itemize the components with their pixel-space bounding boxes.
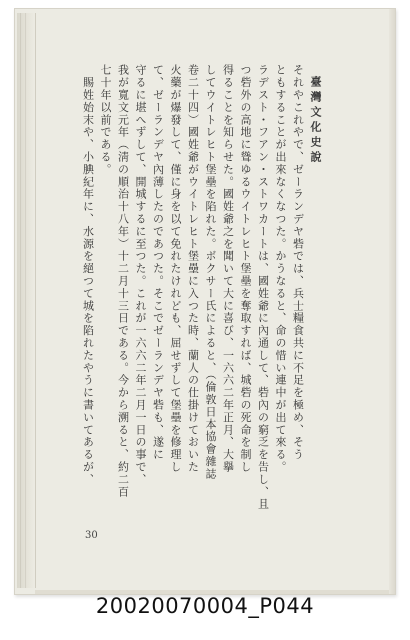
text-column: 卷二十四）國姓爺がウイトレヒト堡壘に入つた時、蘭人の仕掛けておいた	[186, 64, 200, 474]
page-number: 30	[85, 530, 98, 541]
text-column: 七十年以前である。	[99, 64, 112, 176]
text-column: ともすることが出來なくなつた。かうなると、命の惜い連中が出て來る。	[274, 64, 287, 474]
text-column: 我が寬文元年（淸の順治十八年）十二月十三日である。今から溯ると、約二百	[116, 64, 130, 498]
text-column: て、ゼーランデヤ內薄したのであつた。そこでゼーランデヤ砦も、遂に	[151, 64, 165, 461]
text-column: してウイトレヒト堡壘を陷れた。ボクサー氏によると、（倫敦日本協會雜誌	[204, 64, 217, 481]
text-column: 守るに堪へずして、開城するに至つた。これが一六六二年二月一日の事で、	[134, 64, 147, 486]
text-column: 得ることを知らせた。國姓爺之を聞いて大に喜び、一六六二年正月、大擧	[221, 64, 235, 474]
text-column: 火藥が爆發して、僅に身を以て免れたけれども、屈せずして堡壘を修理し	[169, 64, 182, 474]
page-stack-edge	[17, 13, 36, 588]
text-column: 賜姓始末や、小腆紀年に、水源を絕つて城を陷れたやうに書いてあるが、	[81, 64, 95, 486]
text-column: それやこれやで、ゼーランデヤ砦では、兵士糧食共に不足を極め、そう	[291, 64, 305, 461]
image-caption: 20020070004_P044	[95, 594, 315, 618]
book-page	[14, 8, 396, 595]
text-column: つ砦外の高地に聳ゆるウイトレヒト堡壘を奪取すれば、城砦の死命を制し	[239, 64, 252, 474]
running-head: 臺灣文化史說	[309, 76, 322, 166]
text-column: ラデスト・フアン・ストワカートは、國姓爺に內通して、砦內の窮乏を告し、且	[256, 64, 270, 511]
right-page-edge	[389, 9, 395, 594]
vertical-text-block	[71, 64, 324, 516]
